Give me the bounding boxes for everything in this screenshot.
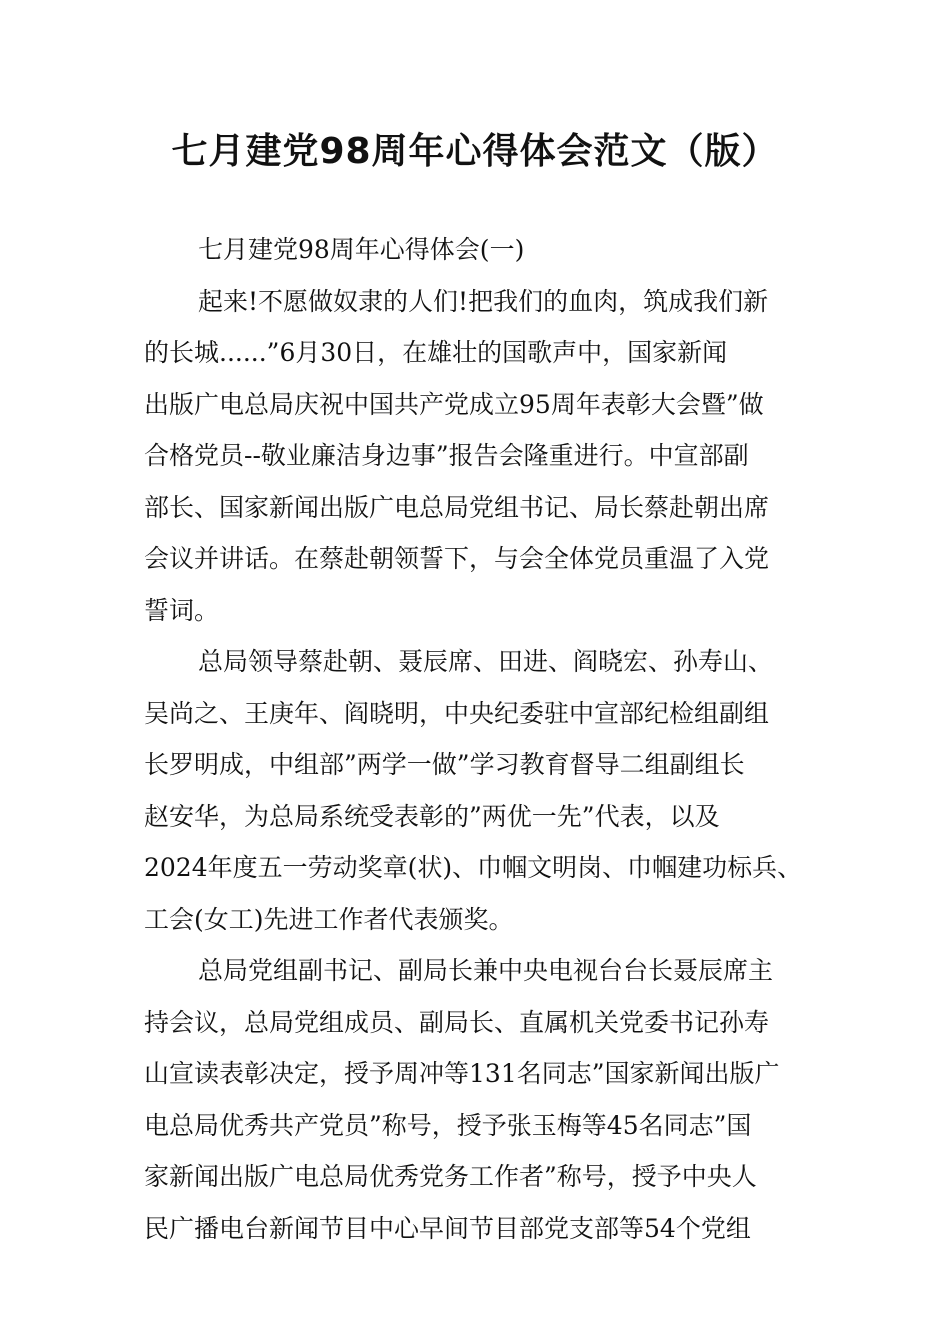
text-line: 会议并讲话。在蔡赴朝领誓下，与会全体党员重温了入党 xyxy=(144,544,770,573)
text-line: 2024年度五一劳动奖章(状)、巾帼文明岗、巾帼建功标兵、 xyxy=(144,853,803,882)
text-line: 赵安华，为总局系统受表彰的”两优一先”代表，以及 xyxy=(144,801,720,831)
text-line: 出版广电总局庆祝中国共产党成立95周年表彰大会暨”做 xyxy=(144,389,764,419)
text-line: 山宣读表彰决定，授予周冲等131名同志”国家新闻出版广 xyxy=(144,1059,780,1088)
text-line: 合格党员--敬业廉洁身边事”报告会隆重进行。中宣部副 xyxy=(144,441,749,470)
text-line: 总局领导蔡赴朝、聂辰席、田进、阎晓宏、孙寿山、 xyxy=(198,647,774,676)
text-line: 长罗明成，中组部”两学一做”学习教育督导二组副组长 xyxy=(144,750,745,779)
text-line: 起来!不愿做奴隶的人们!把我们的血肉，筑成我们新 xyxy=(198,286,769,316)
text-line: 总局党组副书记、副局长兼中央电视台台长聂辰席主 xyxy=(198,956,774,985)
text-line: 誓词。 xyxy=(144,595,220,625)
text-line: 的长城......”6月30日，在雄壮的国歌声中，国家新闻 xyxy=(144,338,728,367)
text-line: 工会(女工)先进工作者代表颁奖。 xyxy=(144,904,514,934)
document-body xyxy=(144,224,808,1254)
text-line: 部长、国家新闻出版广电总局党组书记、局长蔡赴朝出席 xyxy=(144,492,770,522)
text-line: 七月建党98周年心得体会(一) xyxy=(198,235,525,264)
text-line: 持会议，总局党组成员、副局长、直属机关党委书记孙寿 xyxy=(144,1007,770,1037)
text-line: 电总局优秀共产党员”称号，授予张玉梅等45名同志”国 xyxy=(144,1110,752,1140)
document-title: 七月建党98周年心得体会范文（版） xyxy=(171,131,779,172)
text-line: 民广播电台新闻节目中心早间节目部党支部等54个党组 xyxy=(144,1213,751,1243)
text-line: 家新闻出版广电总局优秀党务工作者”称号，授予中央人 xyxy=(144,1162,757,1191)
text-line: 吴尚之、王庚年、阎晓明，中央纪委驻中宣部纪检组副组 xyxy=(144,698,770,728)
